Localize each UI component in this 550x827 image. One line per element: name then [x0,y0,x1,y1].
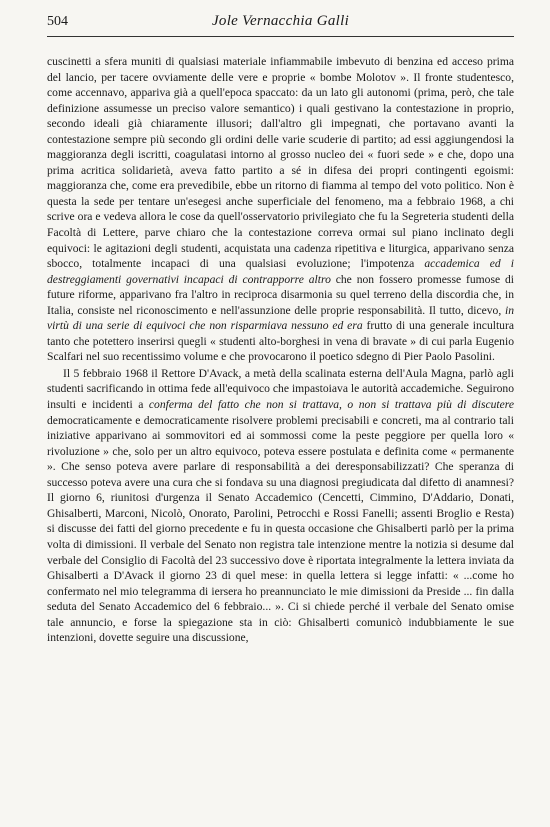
text-run: cuscinetti a sfera muniti di qualsiasi materiale infiammabile imbevuto di benzina ed acceso prima del lancio, per tacere ovviamente delle vere e proprie « bombe Molotov ». Il fronte studentesco, come accennavo, appariva già a quell'epoca spaccato: da un lato gli autonomi (prima, però, che tale definizione assumesse un preciso valore semantico) i quali gestivano la contestazione in proprio, secondo ideali già chiaramente illusori; dall'altro gli impegnati, che portavano avanti la contestazione sempre più secondo gli ordini delle varie scuderie di partito; ad essi aggiungendosi la maggioranza degli iscritti, coagulatasi intorno al grosso nucleo dei « fuori sede » e che, dopo una prima acritica solidarietà, aveva fatto partito a sé in difesa dei propri contingenti egoismi: maggioranza che, come era prevedibile, ebbe un ritorno di fiamma al tempo del voto politico. Non è questa la sede per tentare un'esegesi anche superficiale del fenomeno, ma a febbraio 1968, a chi scrive ora e vedeva allora le cose da quell'osservatorio privilegiato che fu la Segreteria studenti della Facoltà di Lettere, parve chiaro che la contestazione correva ormai sul piano inclinato degli equivoci: le agitazioni degli studenti, acquistata una cadenza ripetitiva e liturgica, apparivano senza sbocco, totalmente incapaci di una qualsiasi evoluzione; l'impotenza [47,55,514,271]
italic-run: accademica ed i destreggiamenti governativi incapaci di contrapporre altro [47,257,515,286]
italic-run: in virtù di una serie di equivoci che non risparmiava nessuno ed era [47,303,514,333]
text-run: frutto di una generale incultura tanto che potettero inserirsi quegli « studenti alto-borghesi in vena di bravate » di cui parla Eugenio Scalfari nel suo recentissimo volume e che provocarono il poetico sdegno di Pier Paolo Pasolini. [47,319,514,364]
body-text [47,54,514,646]
text-run: Il 5 febbraio 1968 il Rettore D'Avack, a metà della scalinata esterna dell'Aula Magna, parlò agli studenti sacrificando in ottima fede all'equivoco che impastoiava le autorità accademiche. Seguirono insulti e incidenti a [47,366,514,412]
running-head: Jole Vernacchia Galli [211,13,350,29]
paragraph [47,366,514,646]
page-header [47,0,514,40]
italic-run: conferma del fatto che non si trattava, o non si trattava più di discutere [148,398,514,412]
text-run: che non fossero promesse fumose di future riforme, apparivano fra l'altro in reciproca disarmonia su quel terreno della discordia che, in Italia, consiste nel riconoscimento e nell'assunzione delle proprie responsabilità. Il tutto, dicevo, [47,272,514,317]
header-rule [47,36,514,37]
text-run: democraticamente e democraticamente risolvere problemi precisabili e concreti, ma al contrario tali iniziative apparivano ai sommovitori ed ai sommossi come la peste peggiore per quella loro « rivoluzione » che, solo per un altro equivoco, poteva essere postulata e definita come « permanente ». Che senso poteva avere parlare di responsabilità a dei deresponsabilizzati? Che speranza di successo poteva avere una cura che si fondava su una diagnosi pregiudicata dal difetto di anamnesi? Il giorno 6, riunitosi d'urgenza il Senato Accademico (Cencetti, Cimmino, D'Addario, Donati, Ghisalberti, Marconi, Nicolò, Onorato, Parolini, Petrocchi e Rossi Fanelli; assenti Broglio e Resta) si discusse dei fatti del giorno precedente e fu in questa occasione che Ghisalberti parlò per la prima volta di dimissioni. Il verbale del Senato non registra tale intenzione mentre la notizia si desume dal verbale del Consiglio di Facoltà del 23 successivo dove è riportata integralmente la lettera inviata da Ghisalberti a D'Avack il giorno 23 di quel mese: in quella lettera si legge infatti: « ...come ho confermato nel mio telegramma di iersera ho preannunciato le mie dimissioni da Preside ... fin dalla seduta del Senato Accademico del 6 febbraio... ». Ci si chiede perché il verbale del Senato omise tale annuncio, e forse la spiegazione sta in ciò: Ghisalberti comunicò indubbiamente le sue intenzioni, dovette seguire una discussione, [47,413,514,645]
paragraph [47,54,514,365]
page-number: 504 [47,14,68,29]
